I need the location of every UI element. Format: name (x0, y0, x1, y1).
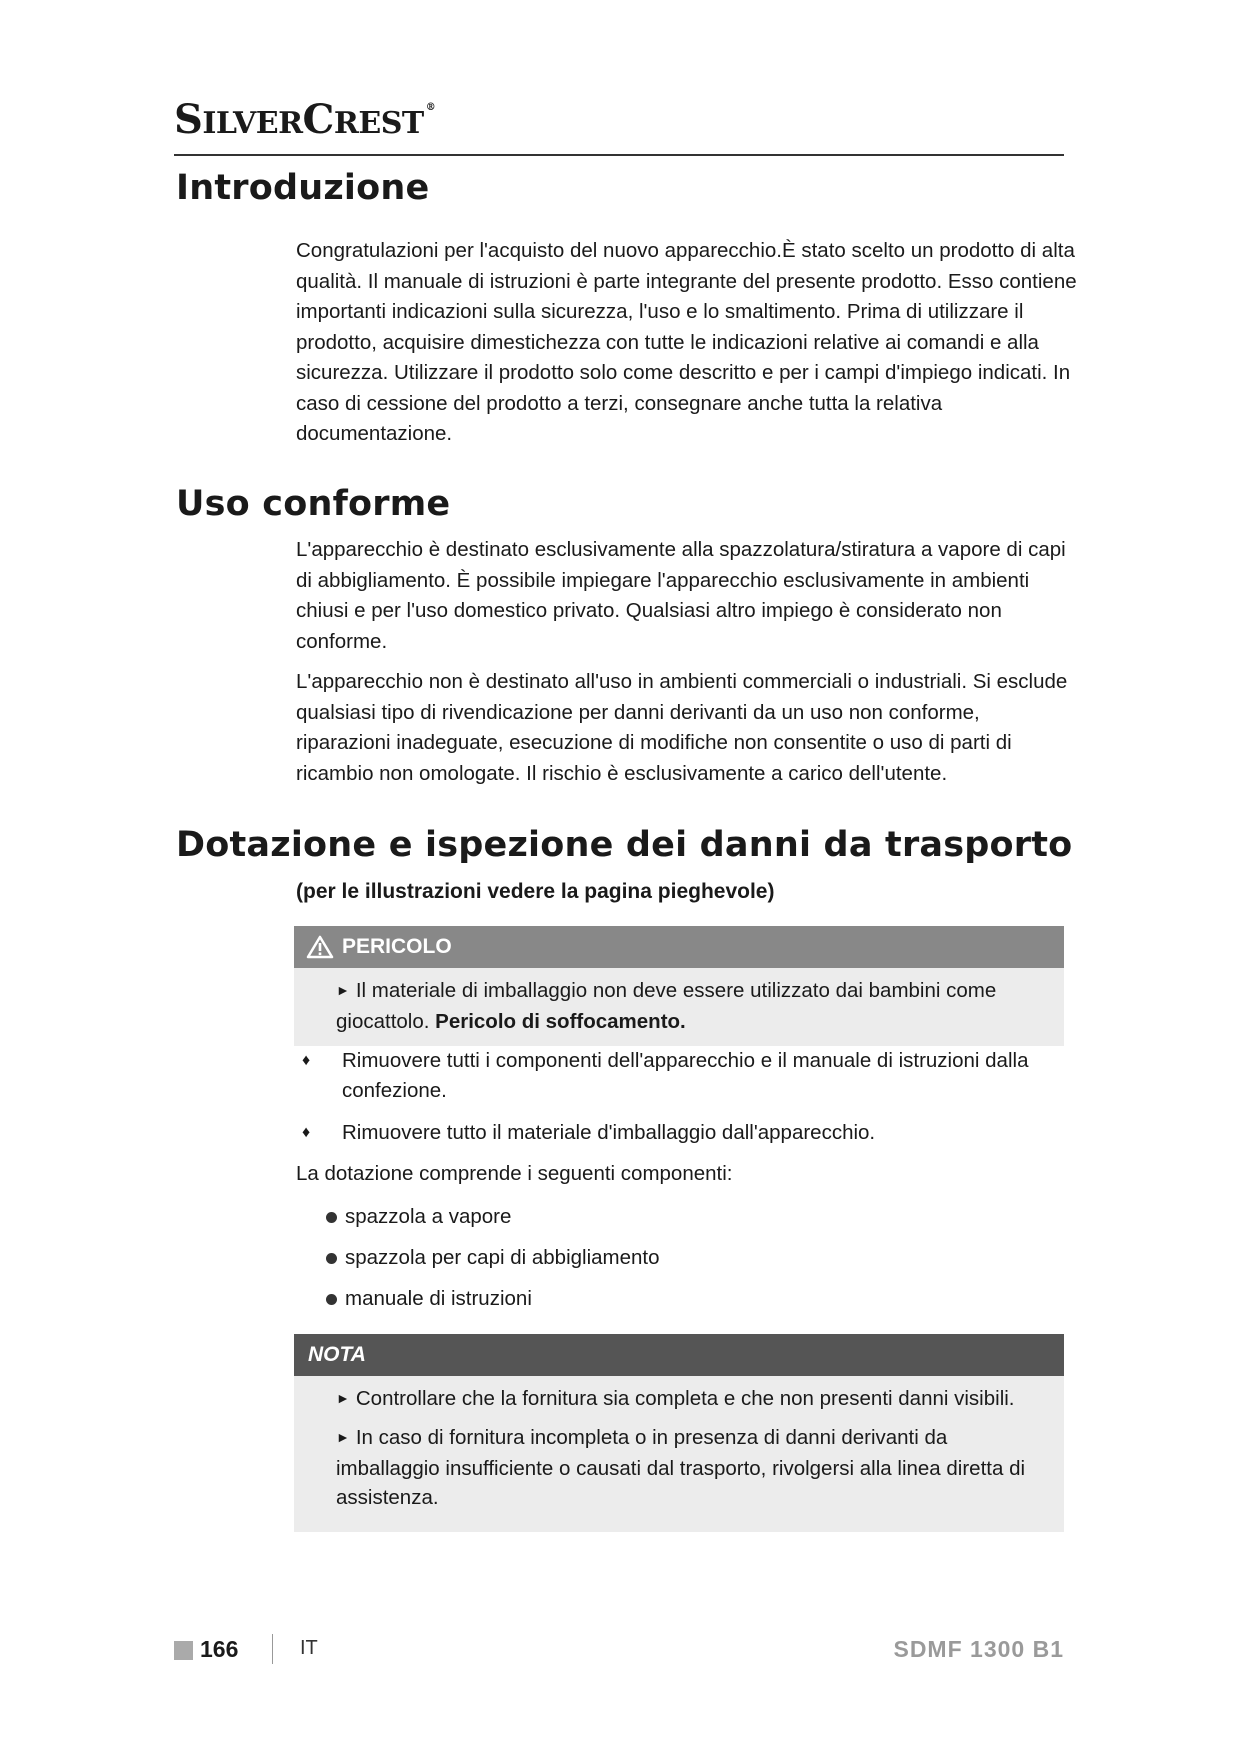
intro-text: Congratulazioni per l'acquisto del nuovo apparecchio.È stato scelto un prodotto di alta qualità. Il manuale di istruzioni è parte integrante del presente prodotto. Esso contiene importanti indicazioni sulla sicurezza, l'uso e lo smaltimento. Prima di utilizzare il prodotto, acquisire dimestichezza con tutte le indicazioni relative ai comandi e alla sicurezza. Utilizzare il prodotto solo come descritto e per i campi d'impiego indicati. In caso di cessione del prodotto a terzi, consegnare anche tutta la relativa documentazione. (296, 239, 1077, 445)
danger-body (294, 968, 1064, 1046)
page-footer (174, 1630, 1064, 1670)
heading-dotazione: Dotazione e ispezione dei danni da trasporto (176, 825, 1073, 865)
note-item: ► Controllare che la fornitura sia completa e che non presenti danni visibili. (336, 1387, 1015, 1410)
contents-list (326, 1203, 660, 1326)
danger-header (294, 926, 1064, 968)
footer-square-icon (174, 1641, 193, 1660)
page-number: 166 (200, 1636, 239, 1662)
note-item: ► In caso di fornitura incompleta o in presenza di danni derivanti da imballaggio insufficiente o causati dal trasporto, rivolgersi alla linea diretta di assistenza. (336, 1426, 1026, 1509)
list-item: spazzola a vapore (326, 1203, 660, 1231)
contents-intro: La dotazione comprende i seguenti componenti: (296, 1162, 733, 1185)
arrow-icon: ► (336, 1429, 350, 1445)
diamond-bullet-icon: ♦ (302, 1124, 311, 1141)
heading-uso-conforme: Uso conforme (176, 484, 451, 524)
danger-box (294, 926, 1064, 1046)
heading-introduzione: Introduzione (176, 168, 430, 208)
diamond-bullet-icon: ♦ (302, 1052, 311, 1069)
note-body (294, 1376, 1064, 1532)
footer-divider (272, 1634, 273, 1664)
use-text: L'apparecchio è destinato esclusivamente alla spazzolatura/stiratura a vapore di capi di abbigliamento. È possibile impiegare l'apparecchio esclusivamente in ambienti chiusi e per l'uso domestico privato. Qualsiasi altro impiego è considerato non conforme. L'apparecchio non è destinato all'uso in ambienti commerciali o industriali. Si esclude qualsiasi tipo di rivendicazione per danni derivanti da un uso non conforme, riparazioni inadeguate, esecuzione di modifiche non consentite o uso di parti di ricambio non omologate. Il rischio è esclusivamente a carico dell'utente. (296, 538, 1068, 785)
note-header: NOTA (294, 1334, 1064, 1376)
note-box (294, 1334, 1064, 1532)
list-item: manuale di istruzioni (326, 1285, 660, 1313)
silvercrest-logo: SILVERCREST ® (174, 96, 436, 143)
warning-triangle-icon (306, 935, 334, 959)
list-item: ♦ Rimuovere tutti i componenti dell'apparecchio e il manuale di istruzioni dalla confezione. (296, 1046, 1066, 1106)
danger-text: Il materiale di imballaggio non deve essere utilizzato dai bambini come giocattolo. (336, 979, 997, 1033)
danger-label: PERICOLO (342, 935, 452, 958)
page-header (174, 96, 1064, 156)
bullet-dot-icon (326, 1294, 337, 1305)
danger-bold: Pericolo di soffocamento. (435, 1010, 686, 1033)
illustrations-subheading: (per le illustrazioni vedere la pagina pieghevole) (296, 880, 775, 903)
bullet-dot-icon (326, 1253, 337, 1264)
list-item: ♦ Rimuovere tutto il materiale d'imballaggio dall'apparecchio. (296, 1118, 1066, 1148)
model-number: SDMF 1300 B1 (893, 1636, 1064, 1662)
action-steps (296, 1046, 1066, 1160)
bullet-dot-icon (326, 1212, 337, 1223)
arrow-icon: ► (336, 982, 350, 998)
language-code: IT (300, 1637, 318, 1659)
list-item: spazzola per capi di abbigliamento (326, 1244, 660, 1272)
arrow-icon: ► (336, 1390, 350, 1406)
